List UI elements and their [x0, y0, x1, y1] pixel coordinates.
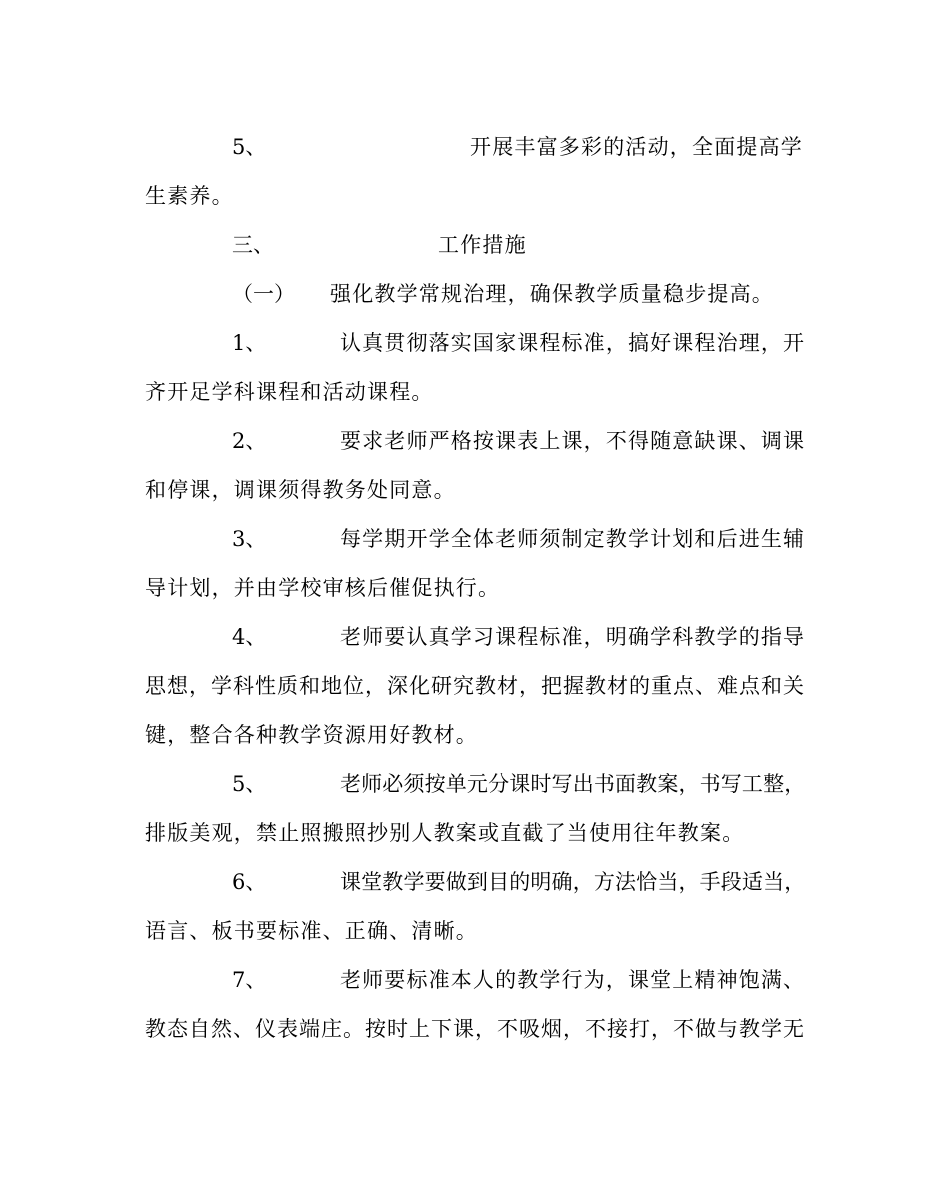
item-continuation: 排版美观，禁止照搬照抄别人教案或直截了当使用往年教案。 — [145, 821, 745, 845]
item-number: 6、 — [232, 870, 267, 894]
item-number: 1、 — [232, 331, 267, 355]
item-text: 老师必须按单元分课时写出书面教案，书写工整， — [340, 772, 806, 796]
subsection-number: （一） — [232, 282, 295, 306]
item-number: 3、 — [232, 527, 267, 551]
item-continuation: 导计划，并由学校审核后催促执行。 — [145, 576, 501, 600]
item-text: 老师要标准本人的教学行为，课堂上精神饱满、 — [340, 968, 806, 992]
item-continuation: 思想，学科性质和地位，深化研究教材，把握教材的重点、难点和关 — [145, 674, 805, 698]
item-number: 5、 — [232, 772, 267, 796]
section-number: 三、 — [232, 233, 274, 257]
item-number: 5、 — [232, 135, 267, 159]
item-number: 7、 — [232, 968, 267, 992]
item-text: 课堂教学要做到目的明确，方法恰当，手段适当， — [340, 870, 806, 894]
item-text: 要求老师严格按课表上课，不得随意缺课、调课 — [340, 429, 806, 453]
item-continuation: 和停课，调课须得教务处同意。 — [145, 478, 456, 502]
item-number: 2、 — [232, 429, 267, 453]
item-continuation: 语言、板书要标准、正确、清晰。 — [145, 919, 478, 943]
item-continuation: 教态自然、仪表端庄。按时上下课，不吸烟，不接打，不做与教学无 — [145, 1017, 805, 1041]
item-text: 老师要认真学习课程标准，明确学科教学的指导 — [340, 625, 806, 649]
item-text: 每学期开学全体老师须制定教学计划和后进生辅 — [340, 527, 806, 551]
item-text: 开展丰富多彩的活动，全面提高学 — [470, 135, 803, 159]
item-text: 认真贯彻落实国家课程标准，搞好课程治理，开 — [340, 331, 806, 355]
item-number: 4、 — [232, 625, 267, 649]
subsection-heading: 强化教学常规治理，确保教学质量稳步提高。 — [330, 282, 774, 306]
item-continuation: 齐开足学科课程和活动课程。 — [145, 380, 434, 404]
item-continuation: 键，整合各种教学资源用好教材。 — [145, 723, 478, 747]
section-heading: 工作措施 — [438, 233, 527, 257]
item-continuation: 生素养。 — [145, 184, 234, 208]
